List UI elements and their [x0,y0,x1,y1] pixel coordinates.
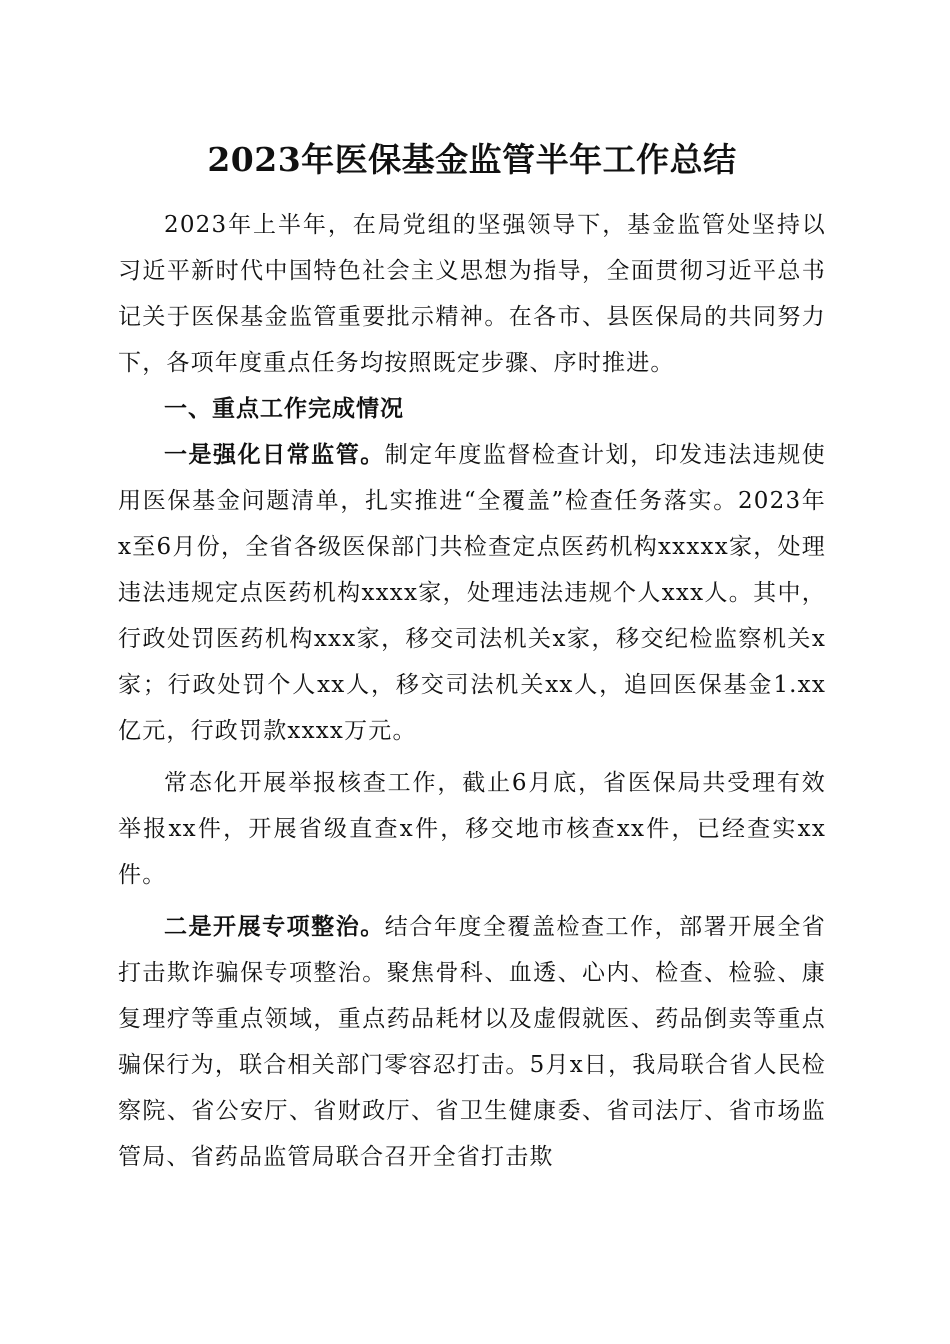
item2-lead: 二是开展专项整治。 [164,914,385,940]
item2-paragraph [118,904,826,1180]
intro-paragraph: 2023年上半年，在局党组的坚强领导下，基金监管处坚持以习近平新时代中国特色社会主义思想为指导，全面贯彻习近平总书记关于医保基金监管重要批示精神。在各市、县医保局的共同努力下，各项年度重点任务均按照既定步骤、序时推进。 [118,212,826,376]
item1-lead: 一是强化日常监管。 [164,442,385,468]
item1-extra-paragraph: 常态化开展举报核查工作，截止6月底，省医保局共受理有效举报xx件，开展省级直查x件，移交地市核查xx件，已经查实xx件。 [118,770,826,888]
item2-text: 结合年度全覆盖检查工作，部署开展全省打击欺诈骗保专项整治。聚焦骨科、血透、心内、检查、检验、康复理疗等重点领域，重点药品耗材以及虚假就医、药品倒卖等重点骗保行为，联合相关部门零容忍打击。5月x日，我局联合省人民检察院、省公安厅、省财政厅、省卫生健康委、省司法厅、省市场监管局、省药品监管局联合召开全省打击欺 [118,914,826,1170]
section-heading: 一、重点工作完成情况 [164,396,404,422]
document-body [118,202,826,1180]
document-title: 2023年医保基金监管半年工作总结 [207,140,737,179]
item1-text: 制定年度监督检查计划，印发违法违规使用医保基金问题清单，扎实推进“全覆盖”检查任务落实。2023年x至6月份，全省各级医保部门共检查定点医药机构xxxxx家，处理违法违规定点医药机构xxxx家，处理违法违规个人xxx人。其中，行政处罚医药机构xxx家，移交司法机关x家，移交纪检监察机关x家；行政处罚个人xx人，移交司法机关xx人，追回医保基金1.xx亿元，行政罚款xxxx万元。 [118,442,826,744]
item1-paragraph [118,432,826,754]
